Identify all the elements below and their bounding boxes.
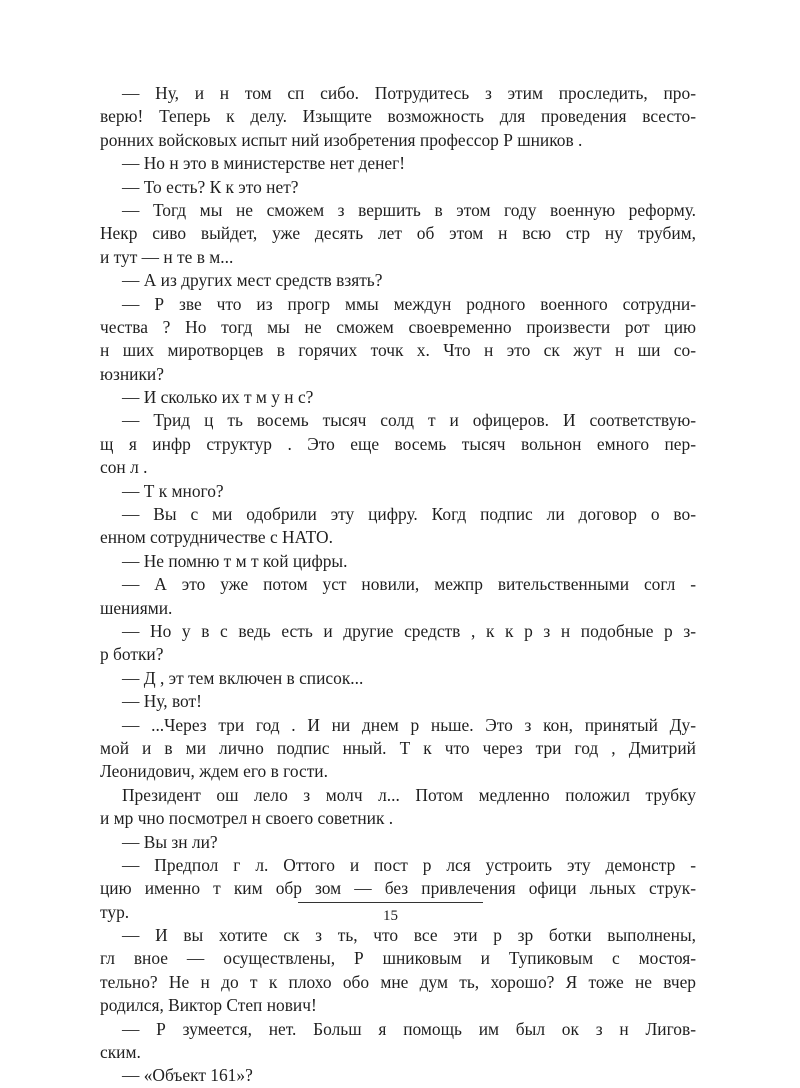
page-number: 15 xyxy=(383,908,398,924)
text-line: юзники? xyxy=(100,363,164,384)
text-line: — А это уже потом уст новили, межпр вительственными согл - xyxy=(122,574,696,595)
text-line: — Вы зн ли? xyxy=(122,831,218,852)
text-line: — Вы с ми одобрили эту цифру. Когд подпис ли договор о во- xyxy=(122,504,696,525)
text-line: чества ? Но тогд мы не сможем своевременно произвести рот цию xyxy=(100,316,696,337)
text-line: — ...Через три год . И ни днем р ньше. Это з кон, принятый Ду- xyxy=(122,714,696,735)
text-line: — И вы хотите ск з ть, что все эти р зр ботки выполнены, xyxy=(122,925,696,946)
text-line: — Трид ц ть восемь тысяч солд т и офицеров. И соответствую- xyxy=(122,410,696,431)
text-line: — Р зумеется, нет. Больш я помощь им был ок з н Лигов- xyxy=(122,1018,696,1039)
text-line: ским. xyxy=(100,1042,141,1063)
text-line: — Предпол г л. Оттого и пост р лся устроить эту демонстр - xyxy=(122,854,696,875)
footer-rule xyxy=(298,902,483,903)
text-line: ронних войсковых испыт ний изобретения профессор Р шников . xyxy=(100,129,583,150)
text-line: р ботки? xyxy=(100,644,164,665)
text-line: щ я инфр структур . Это еще восемь тысяч вольнон емного пер- xyxy=(100,433,696,454)
text-line: — Д , эт тем включен в список... xyxy=(122,667,364,688)
text-line: енном сотрудничестве с НАТО. xyxy=(100,527,333,548)
text-line: — Тогд мы не сможем з вершить в этом году военную реформу. xyxy=(122,199,696,220)
page-body xyxy=(100,82,696,1088)
text-line: Президент ош лело з молч л... Потом медленно положил трубку xyxy=(122,784,696,805)
text-line: — «Объект 161»? xyxy=(122,1065,253,1086)
text-line: — Не помню т м т кой цифры. xyxy=(122,550,348,571)
text-line: — А из других мест средств взять? xyxy=(122,270,383,291)
text-line: тур. xyxy=(100,901,130,922)
text-line: Некр сиво выйдет, уже десять лет об этом н всю стр ну трубим, xyxy=(100,223,696,244)
text-line: верю! Теперь к делу. Изыщите возможность для проведения всесто- xyxy=(100,106,696,127)
text-line: цию именно т ким обр зом — без привлечения офици льных струк- xyxy=(100,878,696,899)
text-line: н ших миротворцев в горячих точк х. Что н это ск жут н ши со- xyxy=(100,340,696,361)
text-line: — Ну, и н том сп сибо. Потрудитесь з этим проследить, про- xyxy=(122,83,696,103)
text-line: шениями. xyxy=(100,597,173,618)
text-line: сон л . xyxy=(100,457,148,478)
text-line: — Р зве что из прогр ммы междун родного военного сотрудни- xyxy=(122,293,696,314)
text-line: — Но н это в министерстве нет денег! xyxy=(122,153,406,174)
text-line: — И сколько их т м у н с? xyxy=(122,387,314,408)
text-line: — Ну, вот! xyxy=(122,691,202,712)
text-line: гл вное — осуществлены, Р шниковым и Тупиковым с мостоя- xyxy=(100,948,696,969)
text-line: и тут — н те в м... xyxy=(100,246,234,267)
text-line: — Т к много? xyxy=(122,480,224,501)
text-line: родился, Виктор Степ нович! xyxy=(100,995,317,1016)
text-line: мой и в ми лично подпис нный. Т к что через три год , Дмитрий xyxy=(100,737,696,758)
text-line: Леонидович, ждем его в гости. xyxy=(100,761,328,782)
text-line: — То есть? К к это нет? xyxy=(122,176,299,197)
text-line: тельно? Не н до т к плохо обо мне дум ть, хорошо? Я тоже не вчер xyxy=(100,971,696,992)
text-line: и мр чно посмотрел н своего советник . xyxy=(100,808,394,829)
text-line: — Но у в с ведь есть и другие средств , к к р з н подобные р з- xyxy=(122,620,696,641)
